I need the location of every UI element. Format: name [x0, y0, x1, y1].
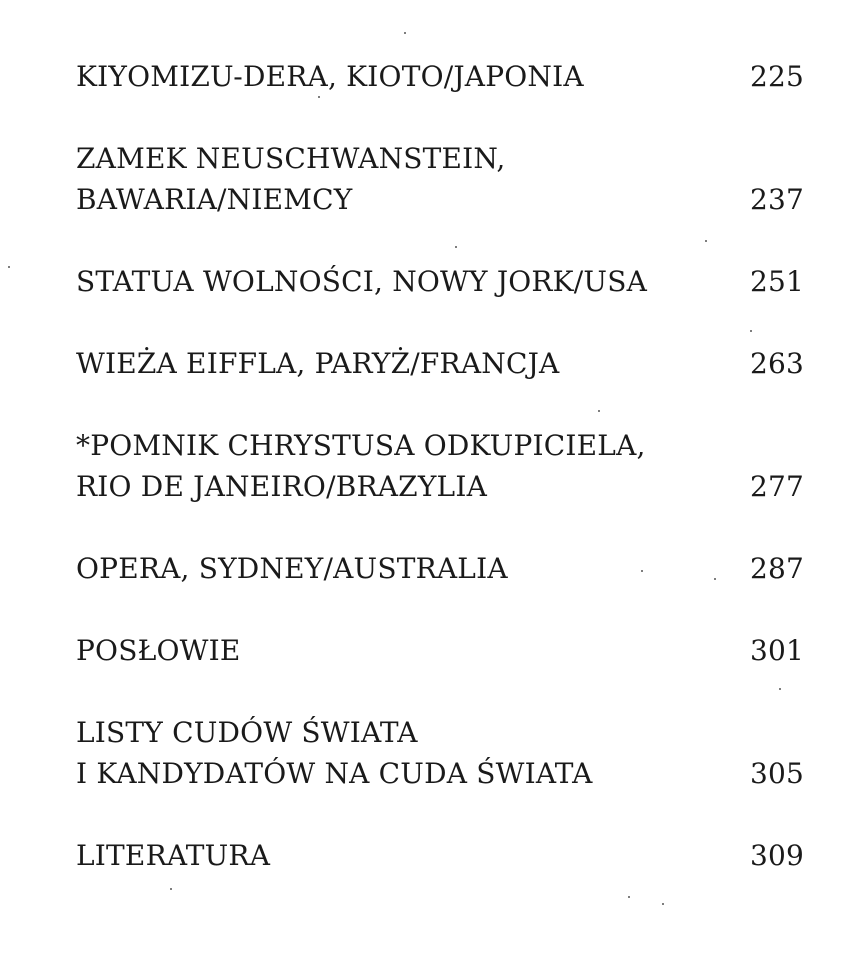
scan-speck — [779, 688, 781, 690]
scan-speck — [662, 903, 664, 905]
scan-speck — [404, 32, 406, 34]
scan-speck — [318, 96, 320, 98]
scan-speck — [170, 888, 172, 890]
toc-entry-title — [76, 56, 804, 97]
toc-entry-title — [76, 261, 804, 302]
toc-entry-title — [76, 835, 804, 876]
toc-entry-page-number: 309 — [749, 839, 804, 872]
scan-speck — [8, 266, 10, 268]
toc-entry-kiyomizu-dera — [76, 56, 804, 97]
scan-speck — [750, 330, 752, 332]
scan-speck — [641, 570, 643, 572]
toc-entry-title — [76, 343, 804, 384]
toc-entry-title — [76, 548, 804, 589]
toc-entry-page-number: 277 — [749, 470, 804, 503]
toc-entry-page-number: 305 — [749, 757, 804, 790]
toc-entry-opera-sydney — [76, 548, 804, 589]
toc-entry-page-number: 237 — [749, 183, 804, 216]
toc-entry-page-number: 251 — [749, 265, 804, 298]
toc-entry-title-line: RIO DE JANEIRO/BRAZYLIA — [76, 470, 487, 503]
toc-entry-title-line: LISTY CUDÓW ŚWIATA — [76, 716, 418, 749]
toc-entry-page-number: 263 — [749, 347, 804, 380]
toc-entry-title-line: ZAMEK NEUSCHWANSTEIN, — [76, 142, 506, 175]
toc-entry-page-number: 287 — [749, 552, 804, 585]
toc-entry-title-line: STATUA WOLNOŚCI, NOWY JORK/USA — [76, 265, 648, 298]
toc-entry-title — [76, 712, 804, 794]
toc-entry-title — [76, 630, 804, 671]
scan-speck — [628, 896, 630, 898]
toc-entry-title-line: BAWARIA/NIEMCY — [76, 183, 353, 216]
toc-entry-neuschwanstein — [76, 138, 804, 220]
scan-speck — [598, 410, 600, 412]
toc-entry-title-line: *POMNIK CHRYSTUSA ODKUPICIELA, — [76, 429, 646, 462]
toc-entry-title-line: LITERATURA — [76, 839, 271, 872]
scan-speck — [705, 240, 707, 242]
toc-entry-literatura — [76, 835, 804, 876]
toc-entry-title-line: OPERA, SYDNEY/AUSTRALIA — [76, 552, 508, 585]
toc-entry-wieza-eiffla — [76, 343, 804, 384]
table-of-contents — [76, 56, 804, 876]
scan-speck — [714, 578, 716, 580]
toc-entry-title-line: KIYOMIZU-DERA, KIOTO/JAPONIA — [76, 60, 584, 93]
toc-entry-statua-wolnosci — [76, 261, 804, 302]
toc-entry-title — [76, 138, 804, 220]
toc-entry-page-number: 225 — [749, 60, 804, 93]
toc-entry-title — [76, 425, 804, 507]
toc-entry-title-line: I KANDYDATÓW NA CUDA ŚWIATA — [76, 757, 593, 790]
toc-entry-poslowie — [76, 630, 804, 671]
toc-entry-title-line: WIEŻA EIFFLA, PARYŻ/FRANCJA — [76, 347, 560, 380]
toc-entry-title-line: POSŁOWIE — [76, 634, 241, 667]
scan-speck — [455, 246, 457, 248]
toc-entry-listy-cudow-swiata — [76, 712, 804, 794]
toc-entry-page-number: 301 — [749, 634, 804, 667]
toc-entry-pomnik-chrystusa — [76, 425, 804, 507]
